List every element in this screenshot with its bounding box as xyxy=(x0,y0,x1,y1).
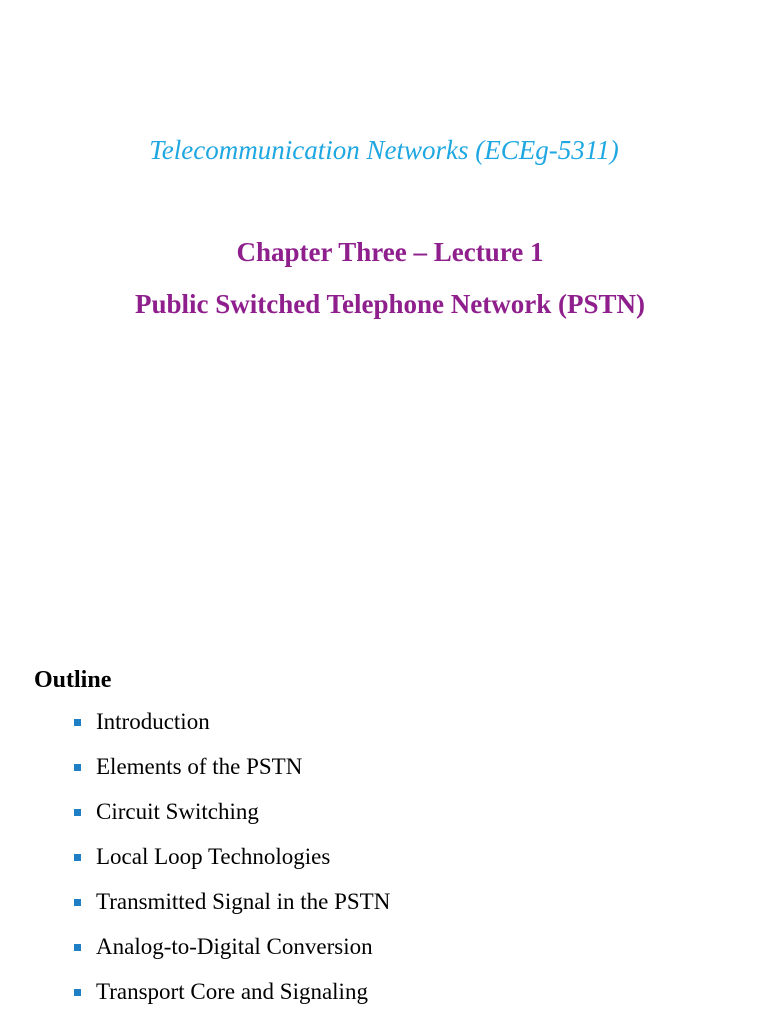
outline-item-label: Introduction xyxy=(96,709,210,734)
lecture-topic: Public Switched Telephone Network (PSTN) xyxy=(134,289,646,319)
square-bullet-icon xyxy=(74,764,81,771)
square-bullet-icon xyxy=(74,854,81,861)
square-bullet-icon xyxy=(74,719,81,726)
course-title: Telecommunication Networks (ECEg-5311) xyxy=(149,135,619,165)
outline-item-label: Transmitted Signal in the PSTN xyxy=(96,889,391,914)
outline-item-label: Analog-to-Digital Conversion xyxy=(96,934,373,959)
square-bullet-icon xyxy=(74,809,81,816)
square-bullet-icon xyxy=(74,989,81,996)
outline-item-label: Transport Core and Signaling xyxy=(96,979,368,1004)
outline-item-label: Elements of the PSTN xyxy=(96,754,303,779)
square-bullet-icon xyxy=(74,899,81,906)
chapter-title: Chapter Three – Lecture 1 xyxy=(236,237,544,267)
square-bullet-icon xyxy=(74,944,81,951)
outline-item-label: Local Loop Technologies xyxy=(96,844,331,869)
outline-item-label: Circuit Switching xyxy=(96,799,259,824)
outline-heading: Outline xyxy=(34,667,112,693)
